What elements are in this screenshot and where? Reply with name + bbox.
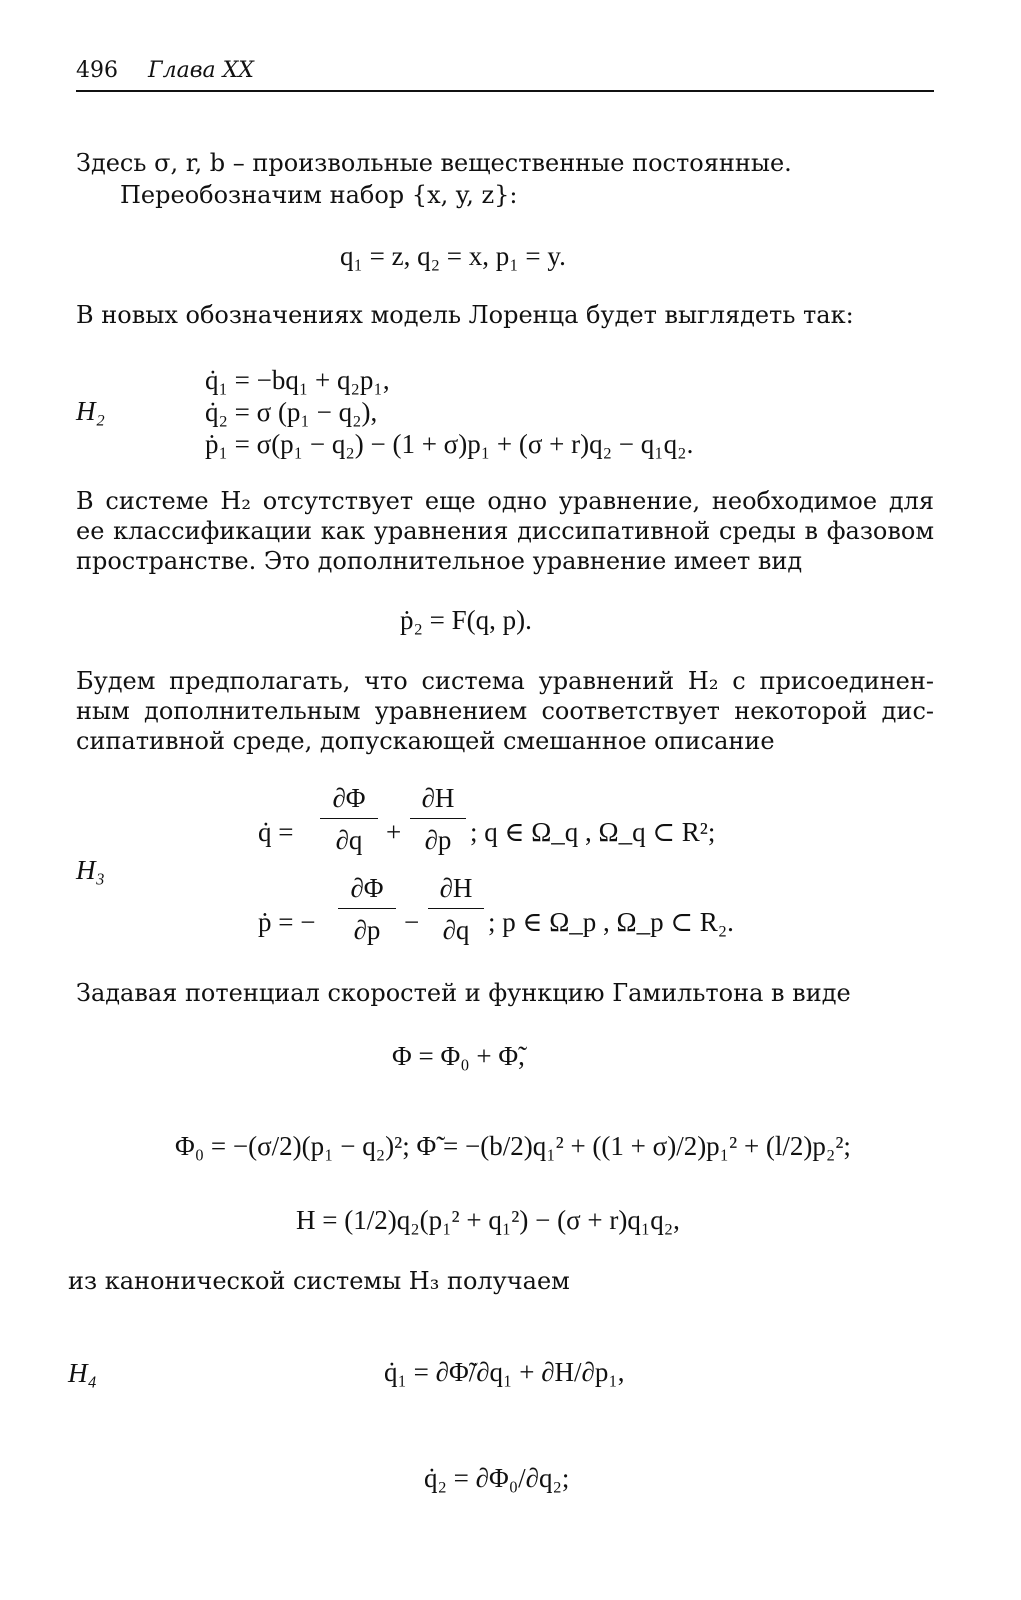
h3-eq2-op: − — [404, 907, 420, 937]
additional-equation: ṗ₂ = F(q, p). — [400, 605, 532, 635]
paragraph-5-line-3: сипативной среде, допускающей смешанное описание — [76, 727, 775, 755]
system-label-h3: H₃ — [76, 855, 105, 885]
h3-eq2-lhs: ṗ = − — [258, 907, 316, 937]
running-header — [76, 58, 934, 92]
h3-eq1-lhs: q̇ = — [258, 817, 294, 847]
h3-eq1-op: + — [386, 817, 402, 847]
h2-equation-1: q̇₁ = −bq₁ + q₂p₁, — [205, 365, 390, 395]
chapter-title: Глава XX — [148, 58, 254, 83]
h3-eq2-rest: ; p ∈ Ω_p , Ω_p ⊂ R₂. — [488, 907, 734, 937]
h4-equation-1: q̇₁ = ∂Φ̃/∂q₁ + ∂H/∂p₁, — [384, 1357, 625, 1387]
h2-equation-2: q̇₂ = σ (p₁ − q₂), — [205, 397, 378, 427]
hamiltonian-equation: H = (1/2)q₂(p₁² + q₁²) − (σ + r)q₁q₂, — [296, 1205, 680, 1235]
h3-eq1-rest: ; q ∈ Ω_q , Ω_q ⊂ R²; — [470, 817, 716, 847]
paragraph-2: Переобозначим набор {x, y, z}: — [120, 181, 518, 209]
paragraph-1: Здесь σ, r, b – произвольные вещественные постоянные. — [76, 149, 792, 177]
system-label-h2: H₂ — [76, 396, 105, 426]
paragraph-5-line-1: Будем предполагать, что система уравнений H₂ с присоединен- — [76, 667, 934, 695]
h3-eq1-den2: ∂p — [424, 825, 452, 855]
h3-eq1-den1: ∂q — [335, 825, 363, 855]
paragraph-4-line-2: ее классификации как уравнения диссипативной среды в фазовом — [76, 517, 934, 545]
h3-eq2-den2: ∂q — [442, 915, 470, 945]
relabel-equation: q₁ = z, q₂ = x, p₁ = y. — [340, 241, 566, 271]
paragraph-6: Задавая потенциал скоростей и функцию Гамильтона в виде — [76, 979, 851, 1007]
potential-sum-equation: Φ = Φ₀ + Φ̃, — [392, 1041, 525, 1071]
paragraph-5-line-2: ным дополнительным уравнением соответствует некоторой дис- — [76, 697, 934, 725]
h3-eq2-bar1 — [338, 908, 396, 909]
h3-eq1-bar2 — [410, 818, 466, 819]
h3-eq2-bar2 — [428, 908, 484, 909]
system-label-h4: H₄ — [68, 1358, 97, 1388]
h3-eq1-bar1 — [320, 818, 378, 819]
h3-eq2-den1: ∂p — [353, 915, 381, 945]
h3-eq2-num1: ∂Φ — [350, 873, 384, 903]
paragraph-3: В новых обозначениях модель Лоренца будет выглядеть так: — [76, 301, 854, 329]
page-number: 496 — [76, 58, 118, 83]
h4-equation-2: q̇₂ = ∂Φ₀/∂q₂; — [424, 1463, 570, 1493]
h3-eq1-num1: ∂Φ — [332, 783, 366, 813]
paragraph-7: из канонической системы H₃ получаем — [68, 1267, 570, 1295]
h3-eq1-num2: ∂H — [421, 783, 455, 813]
h3-eq2-num2: ∂H — [439, 873, 473, 903]
h2-equation-3: ṗ₁ = σ(p₁ − q₂) − (1 + σ)p₁ + (σ + r)q₂ − q₁q₂. — [205, 429, 694, 459]
paragraph-4-line-3: пространстве. Это дополнительное уравнение имеет вид — [76, 547, 803, 575]
paragraph-4-line-1: В системе H₂ отсутствует еще одно уравнение, необходимое для — [76, 487, 934, 515]
potential-definition-equation: Φ₀ = −(σ/2)(p₁ − q₂)²; Φ̃ = −(b/2)q₁² + ((1 + σ)/2)p₁² + (l/2)p₂²; — [175, 1131, 851, 1161]
